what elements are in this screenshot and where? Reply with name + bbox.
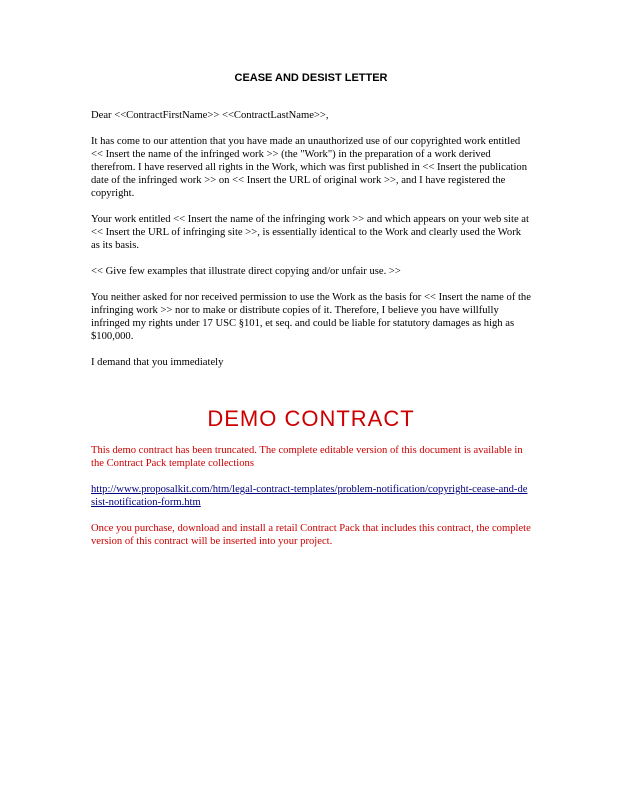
demo-contract-heading: DEMO CONTRACT [207,406,415,431]
paragraph-infringing-work: Your work entitled << Insert the name of the infringing work >> and which appears on your web site at << Insert the URL of infringing site >>, is essentially identical to the Work and clearly used the Work as its basis. [91,214,529,251]
letter-body [91,71,531,561]
paragraph-examples: << Give few examples that illustrate direct copying and/or unfair use. >> [91,266,401,277]
paragraph-permission: You neither asked for nor received permission to use the Work as the basis for << Insert the name of the infringing work >> nor to make or distribute copies of it. Therefore, I believe you have willfully infringed my rights under 17 USC §101, et seq. and could be liable for statutory damages as high as $100,000. [91,292,531,342]
paragraph-demand: I demand that you immediately [91,357,224,368]
letter-title: CEASE AND DESIST LETTER [234,72,388,84]
contract-pack-link[interactable]: http://www.proposalkit.com/htm/legal-contract-templates/problem-notification/copyright-cease-and-desist-notification-form.htm [91,484,528,508]
paragraph-unauthorized-use: It has come to our attention that you have made an unauthorized use of our copyrighted work entitled << Insert the name of the infringed work >> (the "Work") in the preparation of a work derived therefrom. I have reserved all rights in the Work, which was first published in << Insert the publication date of the infringed work >> on << Insert the URL of original work >>, and I have registered the copyright. [91,136,528,199]
demo-purchase-note: Once you purchase, download and install a retail Contract Pack that includes this contract, the complete version of this contract will be inserted into your project. [91,523,531,547]
salutation: Dear <<ContractFirstName>> <<ContractLastName>>, [91,110,329,121]
demo-truncation-notice: This demo contract has been truncated. The complete editable version of this document is available in the Contract Pack template collections [91,445,523,469]
